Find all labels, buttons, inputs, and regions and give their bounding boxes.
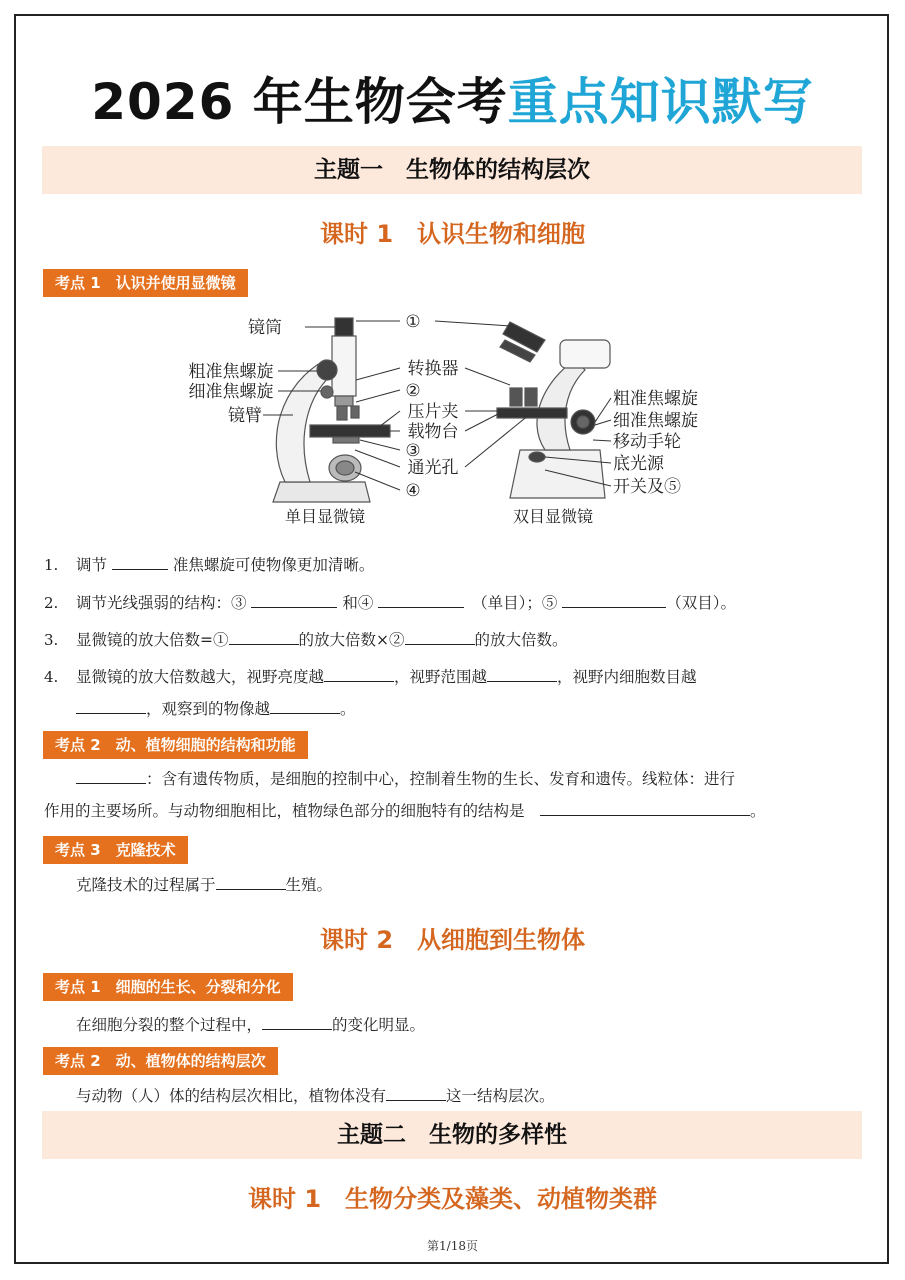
q3-text-a: 显微镜的放大倍数=① bbox=[76, 631, 229, 649]
page-title bbox=[0, 62, 905, 134]
cell-text-a: ：含有遗传物质，是细胞的控制中心，控制着生物的生长、发育和遗传。线粒体：进行 bbox=[146, 770, 736, 788]
topic2-banner: 主题二 生物的多样性 bbox=[42, 1111, 862, 1159]
topic1-banner: 主题一 生物体的结构层次 bbox=[42, 146, 862, 194]
q3-blank-2[interactable] bbox=[405, 628, 475, 645]
label-nosepiece: 转换器 bbox=[407, 359, 459, 379]
monocular-microscope-illustration bbox=[273, 318, 390, 502]
q4-number: 4. bbox=[44, 668, 59, 686]
q4-text-line2 bbox=[76, 697, 866, 721]
q4-text-a: 显微镜的放大倍数越大，视野亮度越 bbox=[76, 668, 325, 686]
label-switch-5: 开关及⑤ bbox=[613, 477, 681, 497]
q2-text bbox=[76, 591, 866, 615]
q3-number: 3. bbox=[44, 631, 59, 649]
cell-blank-nucleus[interactable] bbox=[76, 767, 146, 784]
kp2-1-tag: 考点 1 细胞的生长、分裂和分化 bbox=[43, 973, 293, 1001]
label-circle-3: ③ bbox=[405, 441, 421, 461]
cell-text-c: 。 bbox=[750, 802, 766, 820]
label-circle-2: ② bbox=[405, 381, 421, 401]
label-stage-clip: 压片夹 bbox=[407, 402, 459, 422]
levels-text-a: 与动物（人）体的结构层次相比，植物体没有 bbox=[76, 1087, 387, 1105]
label-base-light: 底光源 bbox=[613, 454, 664, 474]
cell-structure-line1 bbox=[76, 767, 866, 791]
q4-blank-image-size[interactable] bbox=[270, 697, 340, 714]
division-text-b: 的变化明显。 bbox=[332, 1016, 426, 1034]
q1-text-a: 调节 bbox=[76, 556, 112, 574]
q2-text-a: 调节光线强弱的结构：③ bbox=[76, 594, 252, 612]
levels-blank[interactable] bbox=[386, 1084, 446, 1101]
cell-text-b: 作用的主要场所。与动物细胞相比，植物绿色部分的细胞特有的结构是 bbox=[44, 802, 525, 820]
q1-text bbox=[76, 553, 866, 577]
title-part1: 2026 年生物会考 bbox=[91, 73, 508, 131]
division-text bbox=[76, 1013, 866, 1037]
q1-number: 1. bbox=[44, 556, 59, 574]
kp2-2-tag: 考点 2 动、植物体的结构层次 bbox=[43, 1047, 278, 1075]
cell-structure-line2 bbox=[44, 799, 864, 823]
label-arm: 镜臂 bbox=[228, 406, 262, 426]
label-stage: 载物台 bbox=[407, 422, 459, 442]
q2-blank-3[interactable] bbox=[251, 591, 337, 608]
q4-text-b: ，视野范围越 bbox=[394, 668, 488, 686]
q4-blank-range[interactable] bbox=[487, 665, 557, 682]
q2-text-d: （双目）。 bbox=[666, 594, 737, 612]
levels-text bbox=[76, 1084, 866, 1108]
label-aperture: 通光孔 bbox=[407, 458, 459, 478]
levels-text-b: 这一结构层次。 bbox=[446, 1087, 555, 1105]
microscope-figure bbox=[165, 300, 725, 535]
q4-text-d: ，观察到的物像越 bbox=[146, 700, 271, 718]
kp1-2-tag: 考点 2 动、植物细胞的结构和功能 bbox=[43, 731, 308, 759]
q4-text-c: ，视野内细胞数目越 bbox=[557, 668, 697, 686]
q3-text-c: 的放大倍数。 bbox=[474, 631, 568, 649]
label-circle-1: ① bbox=[405, 312, 421, 332]
label-coarse-focus-right: 粗准焦螺旋 bbox=[613, 389, 698, 409]
division-text-a: 在细胞分裂的整个过程中， bbox=[76, 1016, 263, 1034]
lesson2-heading: 课时 2 从细胞到生物体 bbox=[319, 926, 586, 954]
q1-text-b: 准焦螺旋可使物像更加清晰。 bbox=[167, 556, 375, 574]
label-coarse-focus-left: 粗准焦螺旋 bbox=[188, 362, 274, 382]
q2-blank-5[interactable] bbox=[562, 591, 666, 608]
kp1-3-tag: 考点 3 克隆技术 bbox=[43, 836, 188, 864]
q3-text bbox=[76, 628, 866, 652]
clone-text bbox=[76, 873, 866, 897]
q2-text-b: 和④ bbox=[337, 594, 379, 612]
q2-number: 2. bbox=[44, 594, 59, 612]
q2-blank-4[interactable] bbox=[378, 591, 464, 608]
lesson3-heading: 课时 1 生物分类及藻类、动植物类群 bbox=[247, 1185, 658, 1213]
q4-text-e: 。 bbox=[340, 700, 356, 718]
q3-blank-1[interactable] bbox=[229, 628, 299, 645]
clone-text-a: 克隆技术的过程属于 bbox=[76, 876, 216, 894]
label-stage-control: 移动手轮 bbox=[613, 432, 681, 452]
title-part2: 重点知识默写 bbox=[507, 73, 814, 131]
kp1-1-tag: 考点 1 认识并使用显微镜 bbox=[43, 269, 248, 297]
cell-blank-plant-structures[interactable] bbox=[540, 799, 750, 816]
q3-text-b: 的放大倍数×② bbox=[298, 631, 405, 649]
q4-blank-cell-count[interactable] bbox=[76, 697, 146, 714]
label-fine-focus-right: 细准焦螺旋 bbox=[613, 411, 698, 431]
caption-monocular: 单目显微镜 bbox=[284, 507, 366, 526]
q4-text-line1 bbox=[76, 665, 866, 689]
label-eyepiece-tube: 镜筒 bbox=[248, 318, 282, 338]
division-blank[interactable] bbox=[262, 1013, 332, 1030]
caption-binocular: 双目显微镜 bbox=[512, 507, 594, 526]
label-circle-4: ④ bbox=[405, 481, 421, 501]
clone-text-b: 生殖。 bbox=[285, 876, 333, 894]
label-fine-focus-left: 细准焦螺旋 bbox=[188, 382, 274, 402]
q2-text-c: （单目）；⑤ bbox=[479, 594, 563, 612]
lesson1-heading: 课时 1 认识生物和细胞 bbox=[319, 220, 586, 248]
page-number: 第1/18页 bbox=[427, 1239, 478, 1253]
q4-blank-brightness[interactable] bbox=[324, 665, 394, 682]
clone-blank[interactable] bbox=[216, 873, 286, 890]
q1-blank[interactable] bbox=[112, 553, 168, 570]
